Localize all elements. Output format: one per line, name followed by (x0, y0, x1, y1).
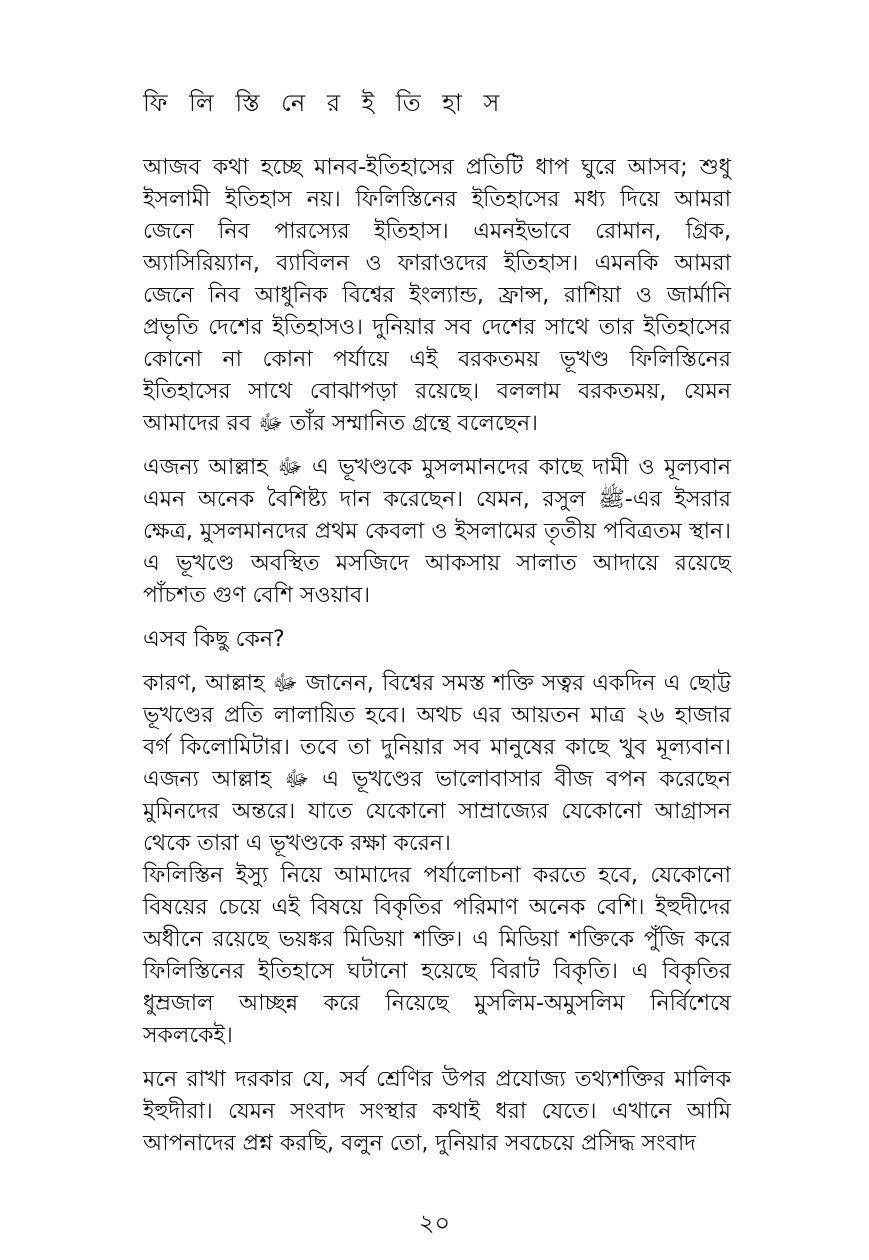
paragraph-6: মনে রাখা দরকার যে, সর্ব শ্রেণির উপর প্রযোজ্য তথ্যশক্তির মালিক ইহুদীরা। যেমন সংবাদ সংস্থার কথাই ধরা যেতে। এখানে আমি আপনাদের প্রশ্ন করছি, বলুন তো, দুনিয়ার সবচেয়ে প্রসিদ্ধ সংবাদ (143, 1067, 731, 1156)
running-header: ফি লি স্তি নে র ই তি হা স (143, 89, 507, 117)
paragraph-1: আজব কথা হচ্ছে মানব-ইতিহাসের প্রতিটি ধাপ ঘুরে আসব; শুধু ইসলামী ইতিহাস নয়। ফিলিস্তিনের ইতিহাসের মধ্য দিয়ে আমরা জেনে নিব পারস্যের ইতিহাস। এমনইভাবে রোমান, গ্রিক, অ্যাসিরিয়্যান, ব্যাবিলন ও ফারাওদের ইতিহাস। এমনকি আমরা জেনে নিব আধুনিক বিশ্বের ইংল্যান্ড, ফ্রান্স, রাশিয়া ও জার্মানি প্রভৃতি দেশের ইতিহাসও। দুনিয়ার সব দেশের সাথে তার ইতিহাসের কোনো না কোনা পর্যায়ে এই বরকতময় ভূখণ্ড ফিলিস্তিনের ইতিহাসের সাথে বোঝাপড়া রয়েছে। বললাম বরকতময়, যেমন আমাদের রব ﷻ তাঁর সম্মানিত গ্রন্থে বলেছেন। (143, 155, 731, 436)
paragraph-4: কারণ, আল্লাহ ﷻ জানেন, বিশ্বের সমস্ত শক্তি সত্বর একদিন এ ছোট্ট ভূখণ্ডের প্রতি লালায়িত হবে। অথচ এর আয়তন মাত্র ২৬ হাজার বর্গ কিলোমিটার। তবে তা দুনিয়ার সব মানুষের কাছে খুব মূল্যবান। এজন্য আল্লাহ ﷻ এ ভূখণ্ডের ভালোবাসার বীজ বপন করেছেন মুমিনদের অন্তরে। যাতে যেকোনো সাম্রাজ্যের যেকোনো আগ্রাসন থেকে তারা এ ভূখণ্ডকে রক্ষা করেন। (143, 671, 731, 856)
page-body (143, 152, 731, 1160)
paragraph-5: ফিলিস্তিন ইস্যু নিয়ে আমাদের পর্যালোচনা করতে হবে, যেকোনো বিষয়ের চেয়ে এই বিষয়ে বিকৃতির পরিমাণ অনেক বেশি। ইহুদীদের অধীনে রয়েছে ভয়ঙ্কর মিডিয়া শক্তি। এ মিডিয়া শক্তিকে পুঁজি করে ফিলিস্তিনের ইতিহাসে ঘটানো হয়েছে বিরাট বিকৃতি। এ বিকৃতির ধুম্রজাল আচ্ছন্ন করে নিয়েছে মুসলিম-অমুসলিম নির্বিশেষে সকলকেই। (143, 863, 731, 1048)
page-number: ২০ (418, 1209, 451, 1237)
paragraph-3: এসব কিছু কেন? (143, 627, 285, 652)
paragraph-2: এজন্য আল্লাহ ﷻ এ ভূখণ্ডকে মুসলমানদের কাছে দামী ও মূল্যবান এমন অনেক বৈশিষ্ট্য দান করেছেন। যেমন, রসুল ﷺ-এর ইসরার ক্ষেত্র, মুসলমানদের প্রথম কেবলা ও ইসলামের তৃতীয় পবিত্রতম স্থান। এ ভূখণ্ডে অবস্থিত মসজিদে আকসায় সালাত আদায়ে রয়েছে পাঁচশত গুণ বেশি সওয়াব। (143, 455, 732, 608)
